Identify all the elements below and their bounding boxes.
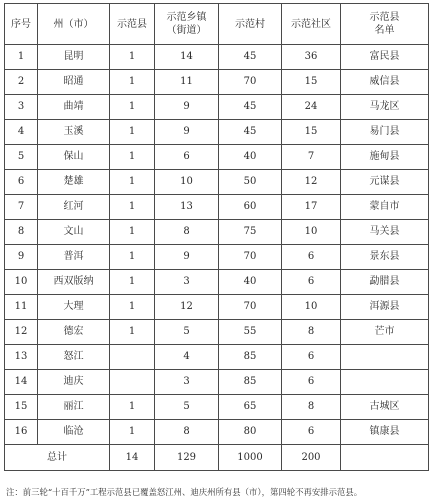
cell-community: 6: [282, 245, 341, 270]
table-row: [5, 270, 429, 295]
cell-village: 45: [219, 45, 282, 70]
cell-county: 1: [110, 195, 155, 220]
cell-index: 10: [5, 270, 38, 295]
cell-county-name: [341, 370, 429, 395]
cell-township: 10: [155, 170, 219, 195]
table-header-row: [5, 4, 429, 45]
cell-county-name: 芒市: [341, 320, 429, 345]
cell-prefecture: 普洱: [38, 245, 110, 270]
total-township: 129: [155, 445, 219, 471]
cell-community: 36: [282, 45, 341, 70]
cell-community: 8: [282, 320, 341, 345]
cell-prefecture: 保山: [38, 145, 110, 170]
table-row: [5, 95, 429, 120]
cell-village: 60: [219, 195, 282, 220]
cell-community: 17: [282, 195, 341, 220]
header-township-line1: 示范乡镇: [166, 12, 207, 23]
cell-village: 85: [219, 370, 282, 395]
cell-village: 65: [219, 395, 282, 420]
cell-prefecture: 临沧: [38, 420, 110, 445]
total-row: [5, 445, 429, 471]
cell-prefecture: 文山: [38, 220, 110, 245]
cell-county: 1: [110, 320, 155, 345]
cell-community: 6: [282, 420, 341, 445]
table-row: [5, 345, 429, 370]
table-row: [5, 220, 429, 245]
cell-prefecture: 迪庆: [38, 370, 110, 395]
cell-county: 1: [110, 420, 155, 445]
cell-index: 14: [5, 370, 38, 395]
total-county: 14: [110, 445, 155, 471]
total-label: 总计: [5, 445, 110, 471]
cell-county-name: [341, 345, 429, 370]
cell-community: 10: [282, 295, 341, 320]
table-row: [5, 195, 429, 220]
cell-prefecture: 怒江: [38, 345, 110, 370]
header-county-list-line2: 名单: [374, 25, 395, 36]
cell-village: 70: [219, 70, 282, 95]
cell-prefecture: 楚雄: [38, 170, 110, 195]
cell-county-name: 蒙自市: [341, 195, 429, 220]
cell-county-name: 威信县: [341, 70, 429, 95]
total-community: 200: [282, 445, 341, 471]
cell-county-name: 古城区: [341, 395, 429, 420]
cell-county: 1: [110, 295, 155, 320]
cell-index: 13: [5, 345, 38, 370]
cell-prefecture: 昆明: [38, 45, 110, 70]
header-village: 示范村: [219, 4, 282, 45]
cell-township: 3: [155, 270, 219, 295]
cell-index: 11: [5, 295, 38, 320]
cell-prefecture: 曲靖: [38, 95, 110, 120]
cell-prefecture: 红河: [38, 195, 110, 220]
cell-county-name: 马龙区: [341, 95, 429, 120]
header-county-list: [341, 4, 429, 45]
table-row: [5, 245, 429, 270]
cell-prefecture: 德宏: [38, 320, 110, 345]
cell-township: 8: [155, 420, 219, 445]
cell-county-name: 洱源县: [341, 295, 429, 320]
cell-county: 1: [110, 270, 155, 295]
cell-prefecture: 西双版纳: [38, 270, 110, 295]
cell-village: 80: [219, 420, 282, 445]
cell-county: 1: [110, 95, 155, 120]
footnote: 注：前三轮“十百千万”工程示范县已覆盖怒江州、迪庆州所有县（市），第四轮不再安排示范县。: [6, 487, 363, 497]
table-row: [5, 370, 429, 395]
header-county: 示范县: [110, 4, 155, 45]
cell-index: 3: [5, 95, 38, 120]
cell-county-name: 镇康县: [341, 420, 429, 445]
document-sheet: [4, 3, 428, 471]
cell-index: 7: [5, 195, 38, 220]
table-row: [5, 170, 429, 195]
cell-county-name: 景东县: [341, 245, 429, 270]
cell-township: 14: [155, 45, 219, 70]
header-prefecture: 州（市）: [38, 4, 110, 45]
table-body: [5, 45, 429, 445]
header-township-line2: （街道）: [166, 25, 207, 36]
cell-township: 12: [155, 295, 219, 320]
table-row: [5, 45, 429, 70]
demonstration-summary-table: [4, 3, 429, 471]
cell-county: [110, 370, 155, 395]
cell-county: 1: [110, 395, 155, 420]
cell-county-name: 元谋县: [341, 170, 429, 195]
cell-village: 40: [219, 270, 282, 295]
cell-township: 3: [155, 370, 219, 395]
cell-prefecture: 昭通: [38, 70, 110, 95]
cell-village: 75: [219, 220, 282, 245]
cell-index: 16: [5, 420, 38, 445]
cell-index: 9: [5, 245, 38, 270]
cell-prefecture: 大理: [38, 295, 110, 320]
cell-community: 15: [282, 70, 341, 95]
cell-index: 8: [5, 220, 38, 245]
cell-index: 2: [5, 70, 38, 95]
cell-village: 70: [219, 245, 282, 270]
cell-village: 70: [219, 295, 282, 320]
cell-township: 6: [155, 145, 219, 170]
cell-township: 11: [155, 70, 219, 95]
cell-county: [110, 345, 155, 370]
table-row: [5, 395, 429, 420]
cell-community: 6: [282, 370, 341, 395]
cell-village: 45: [219, 95, 282, 120]
cell-township: 9: [155, 120, 219, 145]
table-footer: [5, 445, 429, 471]
cell-county: 1: [110, 245, 155, 270]
cell-township: 13: [155, 195, 219, 220]
cell-community: 12: [282, 170, 341, 195]
table-row: [5, 320, 429, 345]
table-row: [5, 145, 429, 170]
cell-index: 6: [5, 170, 38, 195]
cell-community: 6: [282, 345, 341, 370]
table-row: [5, 70, 429, 95]
cell-county-name: 马关县: [341, 220, 429, 245]
cell-township: 8: [155, 220, 219, 245]
cell-prefecture: 玉溪: [38, 120, 110, 145]
cell-community: 15: [282, 120, 341, 145]
cell-county: 1: [110, 170, 155, 195]
cell-village: 45: [219, 120, 282, 145]
cell-county-name: 施甸县: [341, 145, 429, 170]
cell-community: 7: [282, 145, 341, 170]
cell-county: 1: [110, 145, 155, 170]
cell-county: 1: [110, 45, 155, 70]
cell-prefecture: 丽江: [38, 395, 110, 420]
cell-county: 1: [110, 220, 155, 245]
table-row: [5, 420, 429, 445]
cell-county: 1: [110, 70, 155, 95]
cell-community: 24: [282, 95, 341, 120]
total-village: 1000: [219, 445, 282, 471]
cell-county: 1: [110, 120, 155, 145]
header-county-list-line1: 示范县: [369, 12, 400, 23]
cell-township: 9: [155, 95, 219, 120]
cell-index: 5: [5, 145, 38, 170]
cell-index: 1: [5, 45, 38, 70]
cell-index: 15: [5, 395, 38, 420]
cell-index: 12: [5, 320, 38, 345]
header-township: [155, 4, 219, 45]
cell-village: 40: [219, 145, 282, 170]
cell-county-name: 勐腊县: [341, 270, 429, 295]
table-header: [5, 4, 429, 45]
total-county-name: [341, 445, 429, 471]
table-row: [5, 120, 429, 145]
cell-community: 6: [282, 270, 341, 295]
cell-township: 5: [155, 395, 219, 420]
header-community: 示范社区: [282, 4, 341, 45]
cell-county-name: 富民县: [341, 45, 429, 70]
cell-community: 10: [282, 220, 341, 245]
cell-village: 85: [219, 345, 282, 370]
cell-township: 9: [155, 245, 219, 270]
cell-county-name: 易门县: [341, 120, 429, 145]
table-row: [5, 295, 429, 320]
cell-village: 55: [219, 320, 282, 345]
cell-township: 5: [155, 320, 219, 345]
cell-index: 4: [5, 120, 38, 145]
cell-township: 4: [155, 345, 219, 370]
cell-village: 50: [219, 170, 282, 195]
cell-community: 8: [282, 395, 341, 420]
header-index: 序号: [5, 4, 38, 45]
